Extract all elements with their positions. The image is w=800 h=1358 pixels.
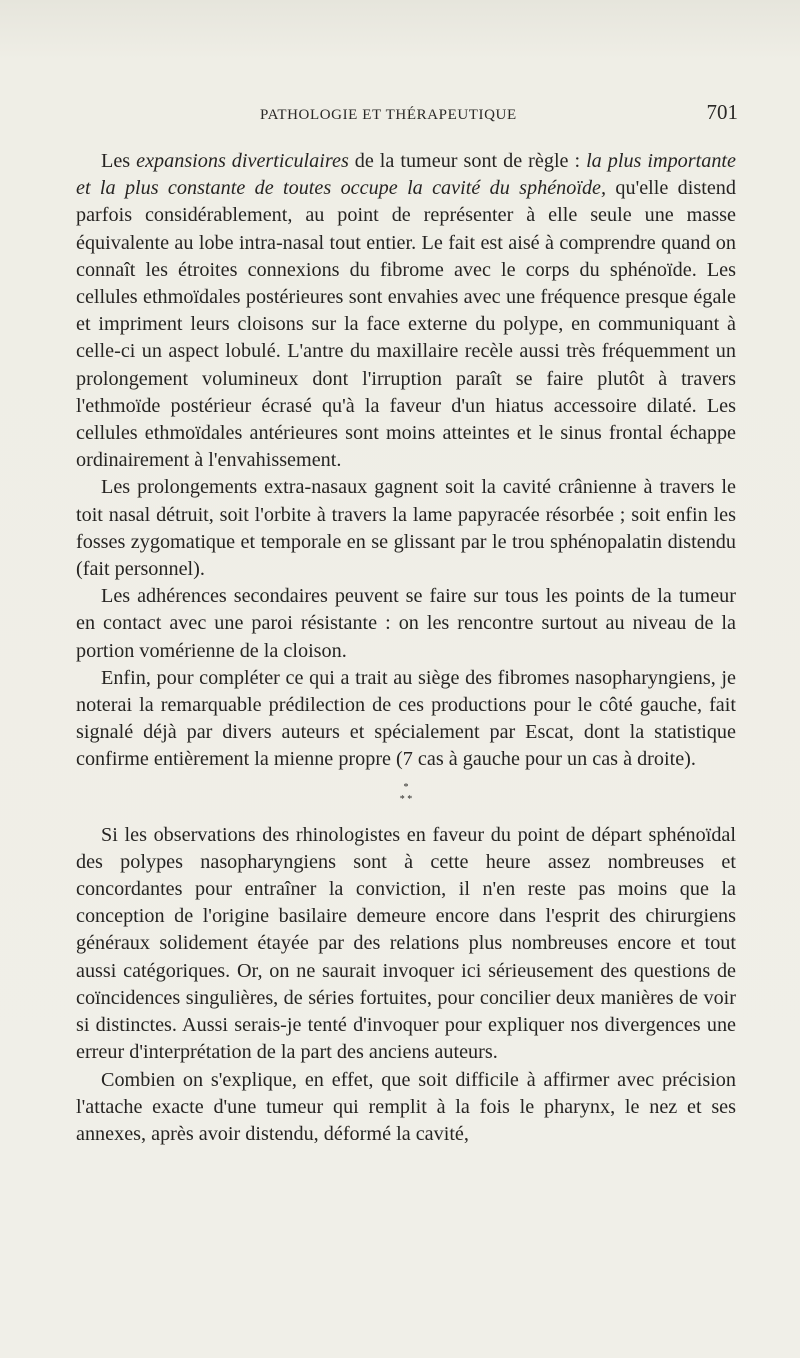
paragraph-2: Les prolongements extra-nasaux gagnent soit la cavité crânienne à travers le toit nasal détruit, soit l'orbite à travers la lame papyracée résorbée ; soit enfin les fosses zygomatique et temporale en se glissant par le trou sphénopalatin distendu (fait personnel). [76,476,736,581]
p1-text-1: Les [101,150,137,172]
p1-text-2: de la tumeur sont de règle : [348,150,587,172]
paragraph-5: Si les observations des rhinologistes en faveur du point de départ sphénoïdal des polypes nasopharyngiens sont à cette heure assez nombreuses et concordantes pour entraîner la conviction, il n'en reste pas moins que la conception de l'origine basilaire demeure encore dans l'esprit des chirurgiens généraux solidement étayée par des relations plus nombreuses encore et tout aussi catégoriques. Or, on ne saurait invoquer ici sérieusement des questions de coïncidences singulières, de séries fortuites, pour concilier deux manières de voir si distinctes. Aussi serais-je tenté d'invoquer pour expliquer nos divergences une erreur d'interprétation de la part des anciens auteurs. [76,823,736,1064]
asterism-bottom: * * [399,793,413,805]
p1-italic-2: la plus importante et la plus constante de toutes occupe la cavité du sphénoïde, [76,150,736,200]
asterism-top: * [403,781,409,793]
paragraph-4: Enfin, pour compléter ce qui a trait au siège des fibromes nasopharyngiens, je noterai la remarquable prédilection de ces productions pour le côté gauche, fait signalé déjà par divers auteurs et spécialement par Escat, dont la statistique confirme entièrement la mienne propre (7 cas à gauche pour un cas à droite). [76,666,736,771]
section-separator [76,782,736,806]
p1-text-3: qu'elle distend parfois considérablement, au point de représenter à elle seule une masse équivalente au lobe intra-nasal tout entier. Le fait est aisé à comprendre quand on connaît les étroites connexions du fibrome avec le corps du sphénoïde. Les cellules ethmoïdales postérieures sont envahies avec une fréquence presque égale et impriment leurs cloisons sur la face externe du polype, en communiquant à celle-ci un aspect lobulé. L'antre du maxillaire recèle aussi très fréquemment un prolongement volumineux dont l'irruption paraît se faire plutôt à travers l'ethmoïde postérieur écrasé qu'à la faveur d'un hiatus accessoire dilaté. Les cellules ethmoïdales antérieures sont moins atteintes et le sinus frontal échappe ordinairement à l'envahissement. [76,177,736,472]
page-number: 701 [706,100,738,124]
page-header [260,100,738,125]
paragraph-1 [76,148,736,474]
paragraph-3: Les adhérences secondaires peuvent se faire sur tous les points de la tumeur en contact avec une paroi résistante : on les rencontre surtout au niveau de la portion vomérienne de la cloison. [76,585,736,662]
paragraph-6: Combien on s'explique, en effet, que soit difficile à affirmer avec précision l'attache exacte d'une tumeur qui remplit à la fois le pharynx, le nez et ses annexes, après avoir distendu, déformé la cavité, [76,1068,736,1145]
running-head: PATHOLOGIE ET THÉRAPEUTIQUE [260,107,517,123]
body-text [76,148,736,1148]
p1-italic-1: expansions diverticulaires [136,150,349,172]
